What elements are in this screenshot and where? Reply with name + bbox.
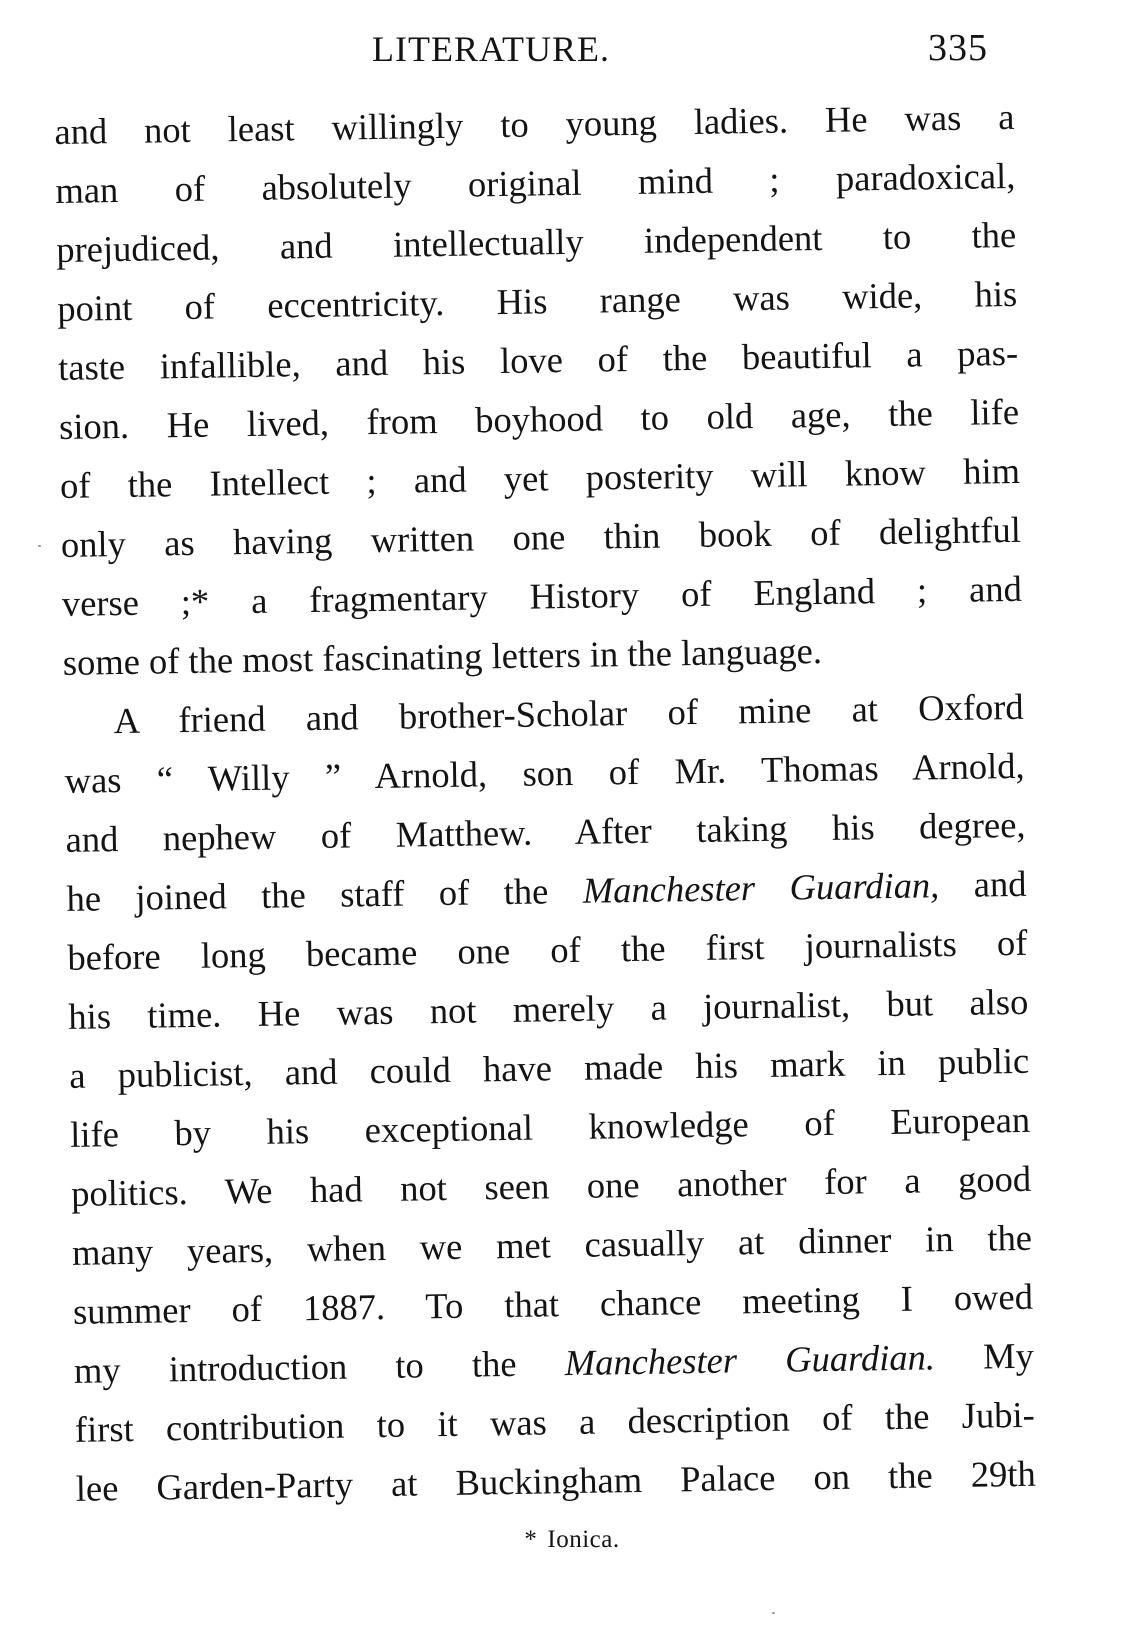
text-line: prejudiced, and intellectually independent to the bbox=[55, 213, 1017, 270]
text-line: and nephew of Matthew. After taking his degree, bbox=[65, 803, 1026, 860]
text-line: verse ;* a fragmentary History of England ; and bbox=[61, 567, 1023, 624]
line-text: and bbox=[938, 862, 1027, 906]
page-number: 335 bbox=[928, 27, 988, 69]
footnote-text: Ionica. bbox=[547, 1526, 620, 1553]
paper-speck bbox=[38, 545, 41, 547]
footnote-marker: * bbox=[524, 1526, 538, 1553]
italic-title: Manchester Guardian, bbox=[582, 864, 940, 911]
text-line: a publicist, and could have made his mark in public bbox=[68, 1039, 1030, 1096]
text-line: life by his exceptional knowledge of European bbox=[69, 1098, 1031, 1155]
text-line: summer of 1887. To that chance meeting I owed bbox=[72, 1275, 1034, 1332]
footnote bbox=[0, 1526, 1144, 1554]
line-text: My bbox=[934, 1334, 1035, 1378]
paragraph-end-line: some of the most fascinating letters in the language. bbox=[62, 630, 823, 683]
line-text: my introduction to the bbox=[73, 1342, 566, 1391]
text-line: point of eccentricity. His range was wide, his bbox=[56, 272, 1018, 329]
text-line: only as having written one thin book of delightful bbox=[60, 508, 1022, 565]
running-head bbox=[0, 22, 1144, 72]
text-line: before long became one of the first journalists of bbox=[67, 921, 1028, 978]
text-line: man of absolutely original mind ; paradoxical, bbox=[55, 154, 1016, 211]
text-line: sion. He lived, from boyhood to old age, the life bbox=[58, 390, 1020, 447]
text-line: taste infallible, and his love of the beautiful a pas- bbox=[57, 331, 1019, 388]
text-line: politics. We had not seen one another for a good bbox=[70, 1157, 1032, 1214]
text-line: was “ Willy ” Arnold, son of Mr. Thomas Arnold, bbox=[64, 744, 1025, 801]
italic-title: Manchester Guardian. bbox=[564, 1336, 936, 1384]
text-line: many years, when we met casually at dinner in the bbox=[71, 1216, 1033, 1273]
line-text: he joined the staff of the bbox=[66, 869, 584, 919]
text-line: and not least willingly to young ladies. He was a bbox=[54, 95, 1015, 152]
text-line: of the Intellect ; and yet posterity will know him bbox=[59, 449, 1021, 506]
text-line: his time. He was not merely a journalist, but also bbox=[68, 980, 1029, 1037]
body-text bbox=[54, 87, 1036, 1518]
paragraph-start-line: A friend and brother-Scholar of mine at Oxford bbox=[113, 685, 1024, 742]
paper-speck bbox=[772, 1612, 775, 1614]
text-line: lee Garden-Party at Buckingham Palace on the 29th bbox=[75, 1452, 1036, 1509]
text-line: first contribution to it was a description of the Jubi- bbox=[74, 1393, 1036, 1450]
running-title: LITERATURE. bbox=[372, 29, 610, 69]
